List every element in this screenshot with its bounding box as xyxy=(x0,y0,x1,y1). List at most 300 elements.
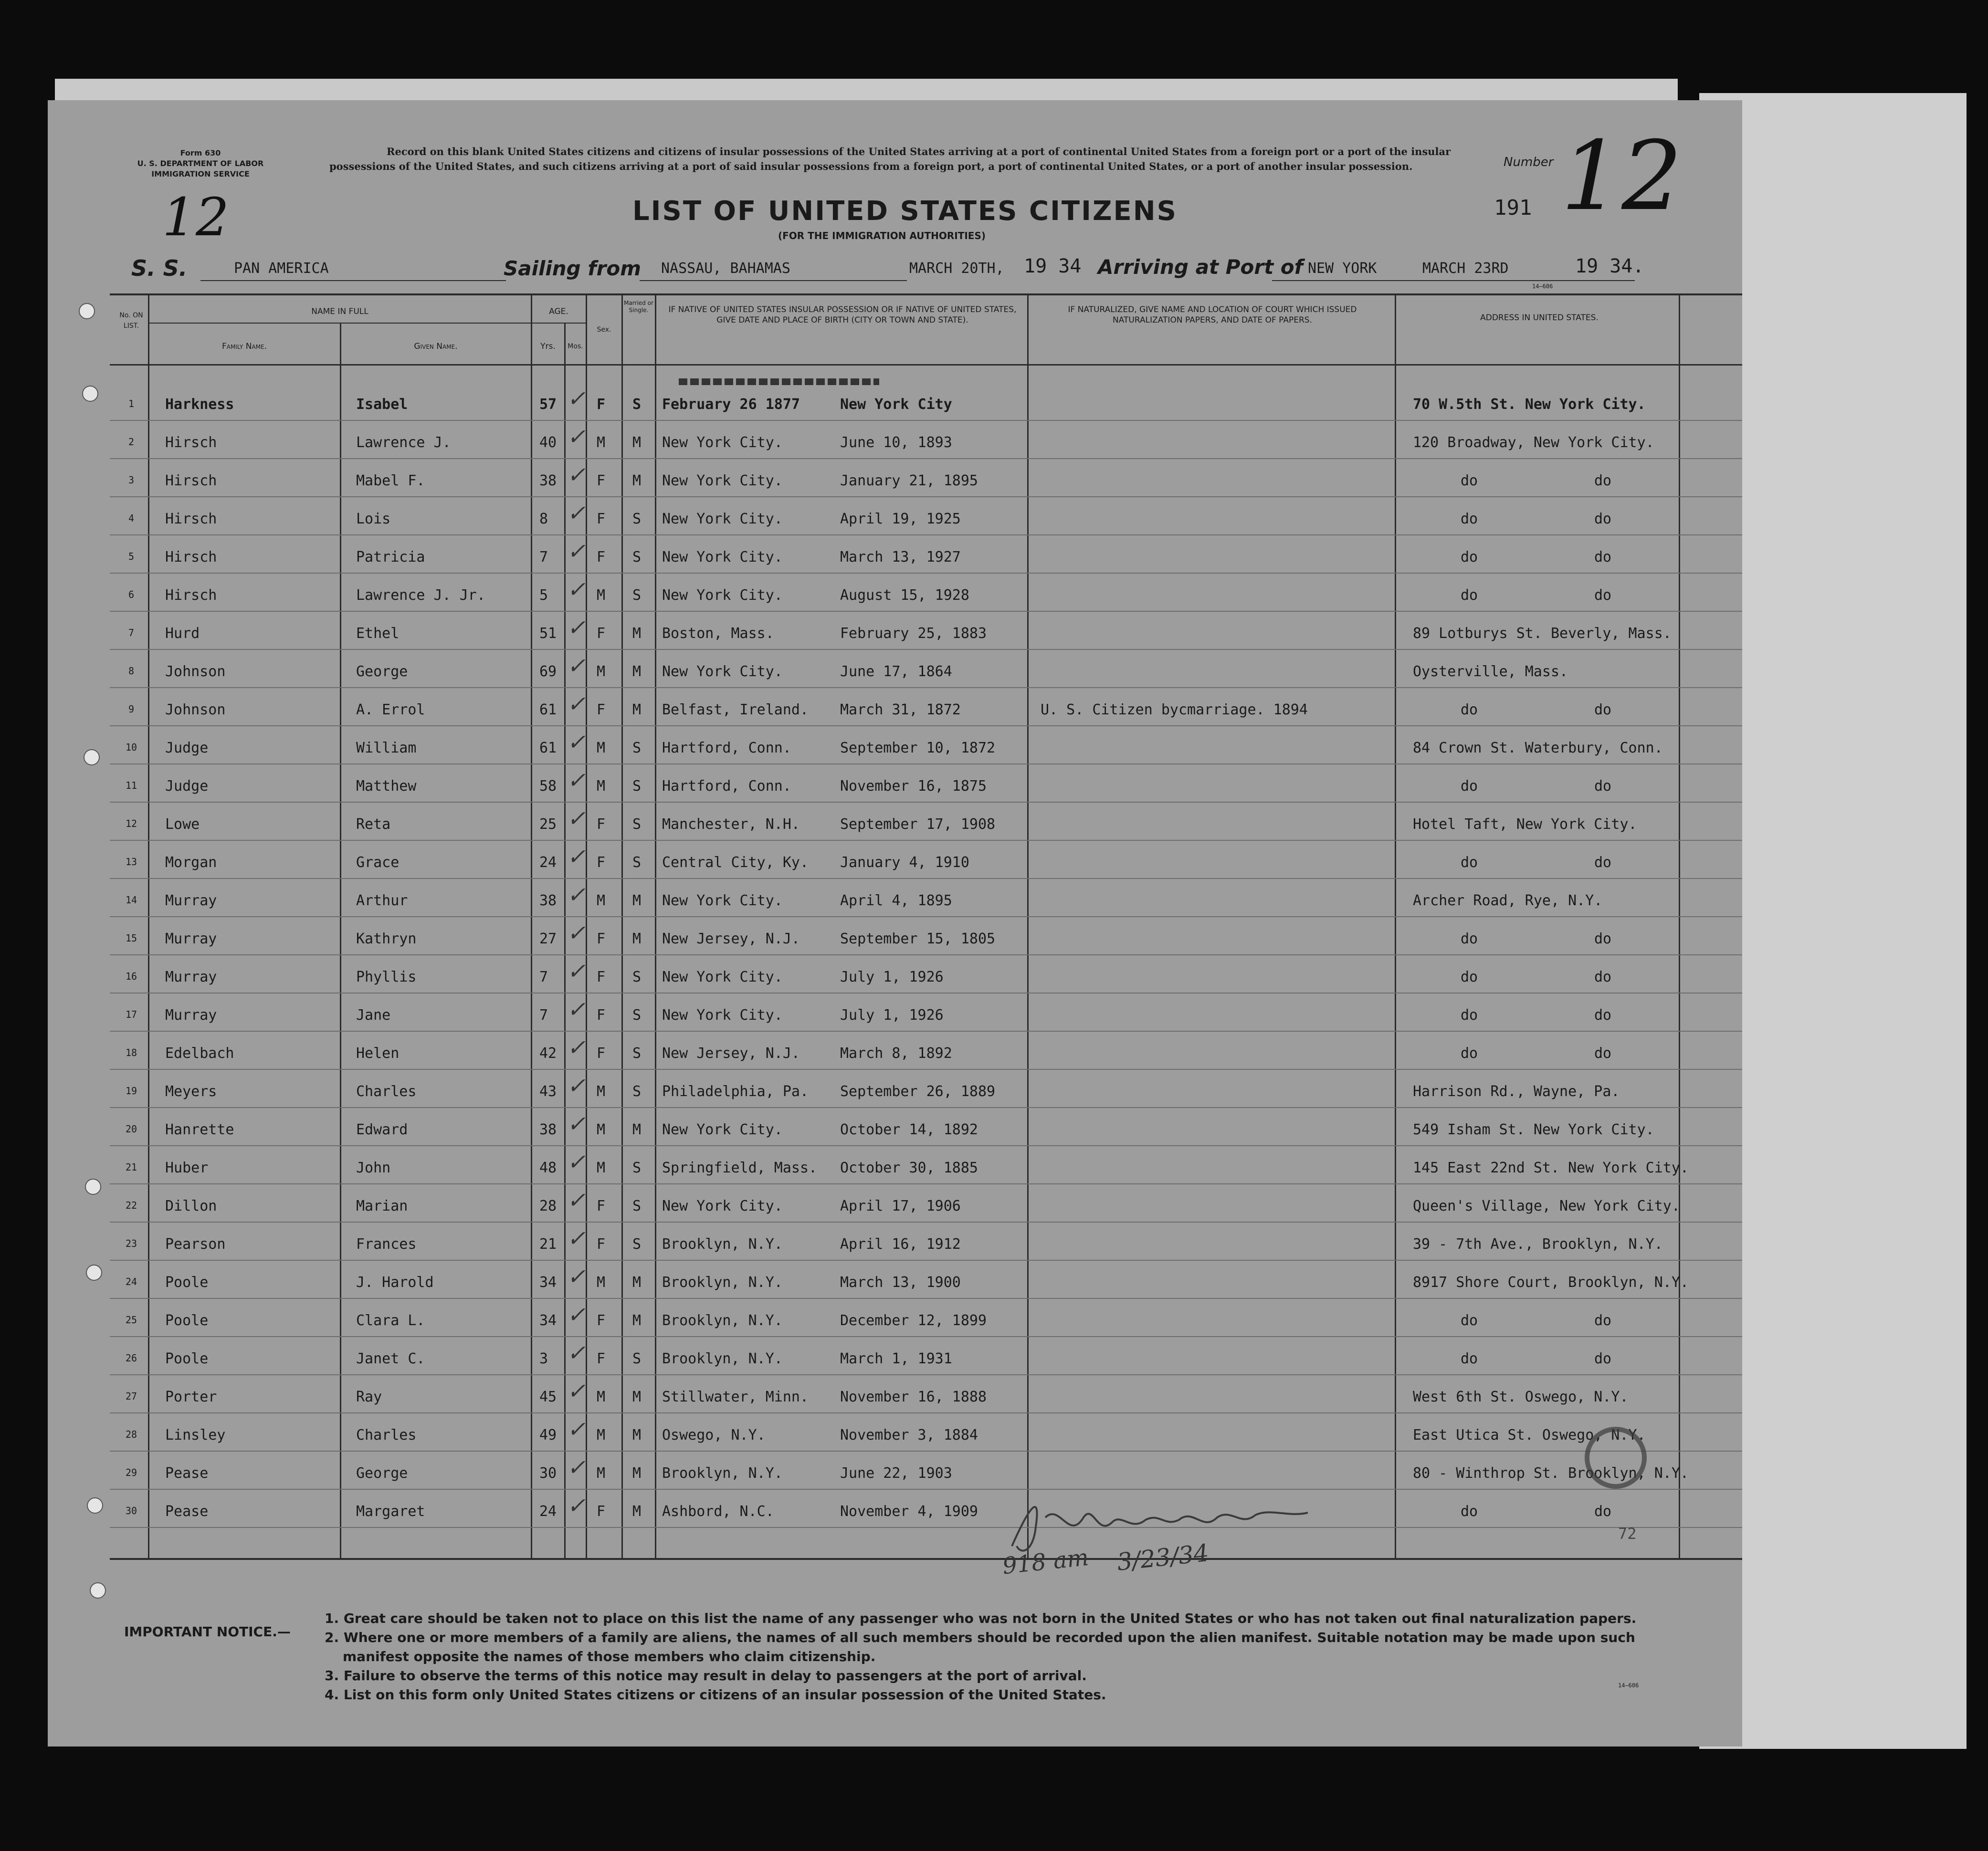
birth-place: Hartford, Conn. xyxy=(662,740,791,756)
family-name: Poole xyxy=(165,1350,209,1367)
marital-status: S xyxy=(632,1236,642,1253)
given-name: Patricia xyxy=(356,549,425,565)
address: do xyxy=(1461,1503,1478,1520)
given-name: Frances xyxy=(356,1236,417,1253)
printer-code-bottom: 14—606 xyxy=(1618,1682,1639,1689)
checkmark: ✓ xyxy=(567,996,586,1022)
birth-date: December 12, 1899 xyxy=(840,1312,987,1329)
birth-date: June 22, 1903 xyxy=(840,1465,952,1482)
number-label: Number xyxy=(1504,155,1554,169)
sex: F xyxy=(597,396,606,413)
row-number: 12 xyxy=(125,818,137,829)
header-age: AGE. xyxy=(549,307,568,316)
birth-date: February 25, 1883 xyxy=(840,625,987,642)
row-rule xyxy=(110,611,1742,612)
header-no: No. ON LIST. xyxy=(119,312,143,330)
family-name: Hirsch xyxy=(165,472,217,489)
birth-date: April 19, 1925 xyxy=(840,511,961,527)
address: do xyxy=(1461,854,1478,871)
given-name: Kathryn xyxy=(356,931,417,947)
age-years: 24 xyxy=(539,1503,557,1520)
given-name: Reta xyxy=(356,816,391,833)
age-years: 42 xyxy=(539,1045,557,1062)
row-rule xyxy=(110,1183,1742,1184)
col-rule xyxy=(586,293,587,1559)
birth-date: January 4, 1910 xyxy=(840,854,969,871)
header-family: Family Name. xyxy=(222,342,267,351)
birth-place: Brooklyn, N.Y. xyxy=(662,1236,783,1253)
marital-status: M xyxy=(632,1312,642,1329)
birth-place: Belfast, Ireland. xyxy=(662,701,809,718)
row-rule xyxy=(110,1527,1742,1528)
table-bottom-rule xyxy=(110,1558,1742,1560)
row-number: 5 xyxy=(128,551,135,562)
col-rule xyxy=(148,293,149,1559)
given-name: William xyxy=(356,740,417,756)
sex: M xyxy=(597,1427,606,1443)
address-ditto: do xyxy=(1594,931,1612,947)
marital-status: S xyxy=(632,1007,642,1024)
given-name: Matthew xyxy=(356,778,417,795)
given-name: A. Errol xyxy=(356,701,425,718)
sex: M xyxy=(597,892,606,909)
birth-date: New York City xyxy=(840,396,952,413)
sex: F xyxy=(597,1350,606,1367)
header-sex: Sex. xyxy=(597,326,611,334)
family-name: Edelbach xyxy=(165,1045,234,1062)
sex: F xyxy=(597,549,606,565)
row-number: 8 xyxy=(128,665,135,677)
birth-place: New York City. xyxy=(662,1121,783,1138)
address: do xyxy=(1461,778,1478,795)
row-number: 22 xyxy=(125,1200,137,1211)
family-name: Johnson xyxy=(165,701,226,718)
checkmark: ✓ xyxy=(567,1073,586,1098)
birth-date: June 10, 1893 xyxy=(840,434,952,451)
address: West 6th St. Oswego, N.Y. xyxy=(1413,1389,1629,1405)
marital-status: S xyxy=(632,816,642,833)
address-ditto: do xyxy=(1594,587,1612,604)
given-name: Clara L. xyxy=(356,1312,425,1329)
row-number: 27 xyxy=(125,1391,137,1402)
address-ditto: do xyxy=(1594,549,1612,565)
checkmark: ✓ xyxy=(567,844,586,869)
address: Harrison Rd., Wayne, Pa. xyxy=(1413,1083,1620,1100)
family-name: Dillon xyxy=(165,1198,217,1214)
birth-date: September 17, 1908 xyxy=(840,816,996,833)
row-number: 2 xyxy=(128,436,135,448)
birth-date: March 1, 1931 xyxy=(840,1350,952,1367)
marital-status: S xyxy=(632,740,642,756)
given-name: Grace xyxy=(356,854,400,871)
birth-place: Ashbord, N.C. xyxy=(662,1503,774,1520)
birth-place: Brooklyn, N.Y. xyxy=(662,1465,783,1482)
address: do xyxy=(1461,1350,1478,1367)
marital-status: M xyxy=(632,434,642,451)
sex: F xyxy=(597,1007,606,1024)
from-rule xyxy=(640,280,907,281)
row-number: 28 xyxy=(125,1429,137,1440)
checkmark: ✓ xyxy=(567,500,586,526)
marital-status: S xyxy=(632,778,642,795)
marital-status: M xyxy=(632,1465,642,1482)
age-years: 38 xyxy=(539,1121,557,1138)
sex: F xyxy=(597,1503,606,1520)
given-name: Edward xyxy=(356,1121,408,1138)
row-rule xyxy=(110,1107,1742,1108)
family-name: Linsley xyxy=(165,1427,226,1443)
marital-status: M xyxy=(632,472,642,489)
address: 84 Crown St. Waterbury, Conn. xyxy=(1413,740,1663,756)
sex: F xyxy=(597,1045,606,1062)
form-dept: U. S. DEPARTMENT OF LABOR xyxy=(137,159,264,168)
age-years: 7 xyxy=(539,549,548,565)
header-married: Married or Single. xyxy=(624,300,653,314)
birth-place: Boston, Mass. xyxy=(662,625,774,642)
row-number: 13 xyxy=(125,856,137,868)
family-name: Lowe xyxy=(165,816,200,833)
birth-date: October 30, 1885 xyxy=(840,1160,978,1176)
header-birth: IF NATIVE OF UNITED STATES INSULAR POSSESSION OR IF NATIVE OF UNITED STATES, GIVE DATE AND PLACE OF BIRTH (CITY OR TOWN AND STATE). xyxy=(668,305,1017,325)
row-rule xyxy=(110,1298,1742,1299)
age-years: 21 xyxy=(539,1236,557,1253)
row-rule xyxy=(110,458,1742,459)
given-name: Isabel xyxy=(356,396,408,413)
address-ditto: do xyxy=(1594,854,1612,871)
birth-date: October 14, 1892 xyxy=(840,1121,978,1138)
col-rule xyxy=(1395,293,1396,1559)
age-years: 61 xyxy=(539,740,557,756)
naturalization-note: U. S. Citizen bycmarriage. 1894 xyxy=(1041,701,1308,718)
punch-hole xyxy=(79,303,95,319)
family-name: Harkness xyxy=(165,396,234,413)
address: do xyxy=(1461,1007,1478,1024)
birth-date: June 17, 1864 xyxy=(840,663,952,680)
row-rule xyxy=(110,649,1742,650)
marital-status: S xyxy=(632,1198,642,1214)
age-years: 49 xyxy=(539,1427,557,1443)
family-name: Pease xyxy=(165,1503,209,1520)
row-number: 3 xyxy=(128,474,135,486)
family-name: Hirsch xyxy=(165,511,217,527)
checkmark: ✓ xyxy=(567,462,586,488)
address-ditto: do xyxy=(1594,1045,1612,1062)
checkmark: ✓ xyxy=(567,386,586,411)
col-rule xyxy=(564,324,566,1559)
notice-item: 4. List on this form only United States citizens or citizens of an insular possession of the United States. xyxy=(325,1687,1106,1703)
sex: M xyxy=(597,1121,606,1138)
age-years: 8 xyxy=(539,511,548,527)
address: do xyxy=(1461,931,1478,947)
birth-place: New York City. xyxy=(662,549,783,565)
checkmark: ✓ xyxy=(567,1149,586,1175)
checkmark: ✓ xyxy=(567,1111,586,1137)
given-name: Marian xyxy=(356,1198,408,1214)
age-years: 69 xyxy=(539,663,557,680)
age-years: 7 xyxy=(539,1007,548,1024)
marital-status: S xyxy=(632,549,642,565)
birth-date: April 4, 1895 xyxy=(840,892,952,909)
checkmark: ✓ xyxy=(567,1493,586,1518)
family-name: Hirsch xyxy=(165,587,217,604)
age-years: 34 xyxy=(539,1312,557,1329)
address: do xyxy=(1461,1045,1478,1062)
birth-date: September 10, 1872 xyxy=(840,740,996,756)
address: do xyxy=(1461,969,1478,985)
birth-place: New York City. xyxy=(662,663,783,680)
family-name: Porter xyxy=(165,1389,217,1405)
family-name: Hurd xyxy=(165,625,200,642)
birth-date: November 16, 1875 xyxy=(840,778,987,795)
row-number: 25 xyxy=(125,1314,137,1326)
row-number: 10 xyxy=(125,742,137,753)
ship-rule xyxy=(200,280,506,281)
checkmark: ✓ xyxy=(567,1454,586,1480)
given-name: Mabel F. xyxy=(356,472,425,489)
address-ditto: do xyxy=(1594,778,1612,795)
birth-date: April 16, 1912 xyxy=(840,1236,961,1253)
birth-date: January 21, 1895 xyxy=(840,472,978,489)
given-name: Phyllis xyxy=(356,969,417,985)
marital-status: S xyxy=(632,396,642,413)
checkmark: ✓ xyxy=(567,653,586,679)
birth-date: August 15, 1928 xyxy=(840,587,969,604)
row-number: 20 xyxy=(125,1123,137,1135)
family-name: Hanrette xyxy=(165,1121,234,1138)
subheader-rule xyxy=(149,323,586,324)
address-ditto: do xyxy=(1594,1312,1612,1329)
row-rule xyxy=(110,878,1742,879)
given-name: Jane xyxy=(356,1007,391,1024)
age-years: 38 xyxy=(539,472,557,489)
given-name: Arthur xyxy=(356,892,408,909)
punch-hole xyxy=(82,386,98,402)
arrival-year: 19 34. xyxy=(1575,255,1644,277)
sex: F xyxy=(597,472,606,489)
row-rule xyxy=(110,802,1742,803)
family-name: Murray xyxy=(165,931,217,947)
address: 8917 Shore Court, Brooklyn, N.Y. xyxy=(1413,1274,1689,1291)
checkmark: ✓ xyxy=(567,1378,586,1404)
birth-date: March 31, 1872 xyxy=(840,701,961,718)
checkmark: ✓ xyxy=(567,958,586,984)
address: Archer Road, Rye, N.Y. xyxy=(1413,892,1603,909)
checkmark: ✓ xyxy=(567,1035,586,1060)
address-ditto: do xyxy=(1594,1350,1612,1367)
birth-place: New York City. xyxy=(662,1198,783,1214)
family-name: Huber xyxy=(165,1160,209,1176)
notice-label: IMPORTANT NOTICE.— xyxy=(124,1624,291,1640)
marital-status: M xyxy=(632,625,642,642)
checkmark: ✓ xyxy=(567,1225,586,1251)
header-naturalized: IF NATURALIZED, GIVE NAME AND LOCATION OF COURT WHICH ISSUED NATURALIZATION PAPERS, AND DATE OF PAPERS. xyxy=(1068,305,1357,325)
given-name: Janet C. xyxy=(356,1350,425,1367)
family-name: Meyers xyxy=(165,1083,217,1100)
address: do xyxy=(1461,1312,1478,1329)
age-years: 5 xyxy=(539,587,548,604)
birth-date: March 8, 1892 xyxy=(840,1045,952,1062)
row-rule xyxy=(110,725,1742,726)
col-rule xyxy=(1679,293,1680,1559)
row-rule xyxy=(110,534,1742,535)
sex: F xyxy=(597,854,606,871)
row-rule xyxy=(110,1489,1742,1490)
signature-date: 3/23/34 xyxy=(1115,1539,1210,1576)
birth-place: Oswego, N.Y. xyxy=(662,1427,766,1443)
arriving-label: Arriving at Port of xyxy=(1098,255,1303,279)
checkmark: ✓ xyxy=(567,1340,586,1366)
sex: M xyxy=(597,1389,606,1405)
checkmark: ✓ xyxy=(567,424,586,450)
header-yrs: Yrs. xyxy=(540,342,556,351)
row-rule xyxy=(110,1069,1742,1070)
col-rule xyxy=(621,293,623,1559)
family-name: Judge xyxy=(165,740,209,756)
sail-date: MARCH 20TH, xyxy=(909,260,1004,277)
age-years: 27 xyxy=(539,931,557,947)
address: do xyxy=(1461,701,1478,718)
marital-status: S xyxy=(632,1160,642,1176)
age-years: 30 xyxy=(539,1465,557,1482)
given-name: John xyxy=(356,1160,391,1176)
given-name: Lawrence J. Jr. xyxy=(356,587,485,604)
marital-status: M xyxy=(632,701,642,718)
family-name: Murray xyxy=(165,892,217,909)
sex: F xyxy=(597,816,606,833)
age-years: 51 xyxy=(539,625,557,642)
row-number: 11 xyxy=(125,780,137,791)
age-years: 28 xyxy=(539,1198,557,1214)
row-number: 21 xyxy=(125,1161,137,1173)
col-rule xyxy=(531,293,532,1559)
age-years: 34 xyxy=(539,1274,557,1291)
punch-hole xyxy=(85,1179,101,1195)
punch-hole xyxy=(87,1497,103,1514)
form-service: IMMIGRATION SERVICE xyxy=(151,169,250,178)
address: do xyxy=(1461,587,1478,604)
row-number: 23 xyxy=(125,1238,137,1249)
birth-place: New York City. xyxy=(662,587,783,604)
given-name: J. Harold xyxy=(356,1274,434,1291)
row-rule xyxy=(110,840,1742,841)
age-years: 25 xyxy=(539,816,557,833)
checkmark: ✓ xyxy=(567,1416,586,1442)
row-number: 24 xyxy=(125,1276,137,1287)
birth-place: Hartford, Conn. xyxy=(662,778,791,795)
address: do xyxy=(1461,472,1478,489)
address: Queen's Village, New York City. xyxy=(1413,1198,1680,1214)
row-number: 4 xyxy=(128,512,135,524)
address: Oysterville, Mass. xyxy=(1413,663,1568,680)
row-number: 6 xyxy=(128,589,135,600)
row-rule xyxy=(110,954,1742,955)
birth-date: July 1, 1926 xyxy=(840,969,944,985)
age-years: 38 xyxy=(539,892,557,909)
table-top-rule xyxy=(110,293,1742,295)
notice-item: 1. Great care should be taken not to place on this list the name of any passenger who was not born in the United States or who has not taken out final naturalization papers. xyxy=(325,1610,1637,1626)
checkmark: ✓ xyxy=(567,691,586,717)
given-name: Ray xyxy=(356,1389,382,1405)
birth-place: Stillwater, Minn. xyxy=(662,1389,809,1405)
birth-date: November 4, 1909 xyxy=(840,1503,978,1520)
page-count: 72 xyxy=(1618,1525,1637,1543)
sex: M xyxy=(597,1160,606,1176)
address-ditto: do xyxy=(1594,969,1612,985)
age-years: 24 xyxy=(539,854,557,871)
row-number: 7 xyxy=(128,627,135,638)
birth-date: April 17, 1906 xyxy=(840,1198,961,1214)
marital-status: M xyxy=(632,931,642,947)
marital-status: M xyxy=(632,1427,642,1443)
family-name: Murray xyxy=(165,1007,217,1024)
sex: F xyxy=(597,1198,606,1214)
row-number: 19 xyxy=(125,1085,137,1097)
address: 145 East 22nd St. New York City. xyxy=(1413,1160,1689,1176)
sail-year: 19 34 xyxy=(1024,255,1082,277)
row-number: 29 xyxy=(125,1467,137,1478)
birth-place: Brooklyn, N.Y. xyxy=(662,1312,783,1329)
birth-place: New York City. xyxy=(662,969,783,985)
marital-status: M xyxy=(632,663,642,680)
sex: M xyxy=(597,1083,606,1100)
birth-place: New Jersey, N.J. xyxy=(662,931,800,947)
address-ditto: do xyxy=(1594,472,1612,489)
sex: F xyxy=(597,625,606,642)
given-name: Charles xyxy=(356,1083,417,1100)
marital-status: S xyxy=(632,587,642,604)
birth-place: New York City. xyxy=(662,892,783,909)
marital-status: S xyxy=(632,1083,642,1100)
sex: M xyxy=(597,778,606,795)
form-id xyxy=(110,148,291,179)
sex: M xyxy=(597,740,606,756)
address: East Utica St. Oswego, N.Y. xyxy=(1413,1427,1646,1443)
given-name: Margaret xyxy=(356,1503,425,1520)
row-rule xyxy=(110,1222,1742,1223)
marital-status: M xyxy=(632,1121,642,1138)
ss-label: S. S. xyxy=(131,255,188,281)
row-rule xyxy=(110,1031,1742,1032)
notice-item: 2. Where one or more members of a family are aliens, the names of all such members should be recorded upon the alien manifest. Suitable notation may be made upon such xyxy=(325,1630,1635,1645)
marital-status: S xyxy=(632,1350,642,1367)
sex: M xyxy=(597,1465,606,1482)
sex: M xyxy=(597,434,606,451)
notice-item: manifest opposite the names of those members who claim citizenship. xyxy=(343,1649,876,1664)
col-rule xyxy=(1027,293,1029,1559)
row-number: 15 xyxy=(125,932,137,944)
marital-status: S xyxy=(632,854,642,871)
row-rule xyxy=(110,1412,1742,1413)
address: 120 Broadway, New York City. xyxy=(1413,434,1654,451)
family-name: Pease xyxy=(165,1465,209,1482)
age-years: 7 xyxy=(539,969,548,985)
given-name: George xyxy=(356,1465,408,1482)
header-given: Given Name. xyxy=(414,342,458,351)
col-rule xyxy=(655,293,656,1559)
sex: M xyxy=(597,587,606,604)
age-years: 57 xyxy=(539,396,557,413)
checkmark: ✓ xyxy=(567,882,586,908)
address: do xyxy=(1461,511,1478,527)
birth-date: November 3, 1884 xyxy=(840,1427,978,1443)
arrival-port: NEW YORK xyxy=(1308,260,1377,277)
checkmark: ✓ xyxy=(567,538,586,564)
given-name: George xyxy=(356,663,408,680)
checkmark: ✓ xyxy=(567,920,586,946)
row-number: 9 xyxy=(128,703,135,715)
margin-number: 12 xyxy=(162,187,229,248)
birth-date: March 13, 1900 xyxy=(840,1274,961,1291)
